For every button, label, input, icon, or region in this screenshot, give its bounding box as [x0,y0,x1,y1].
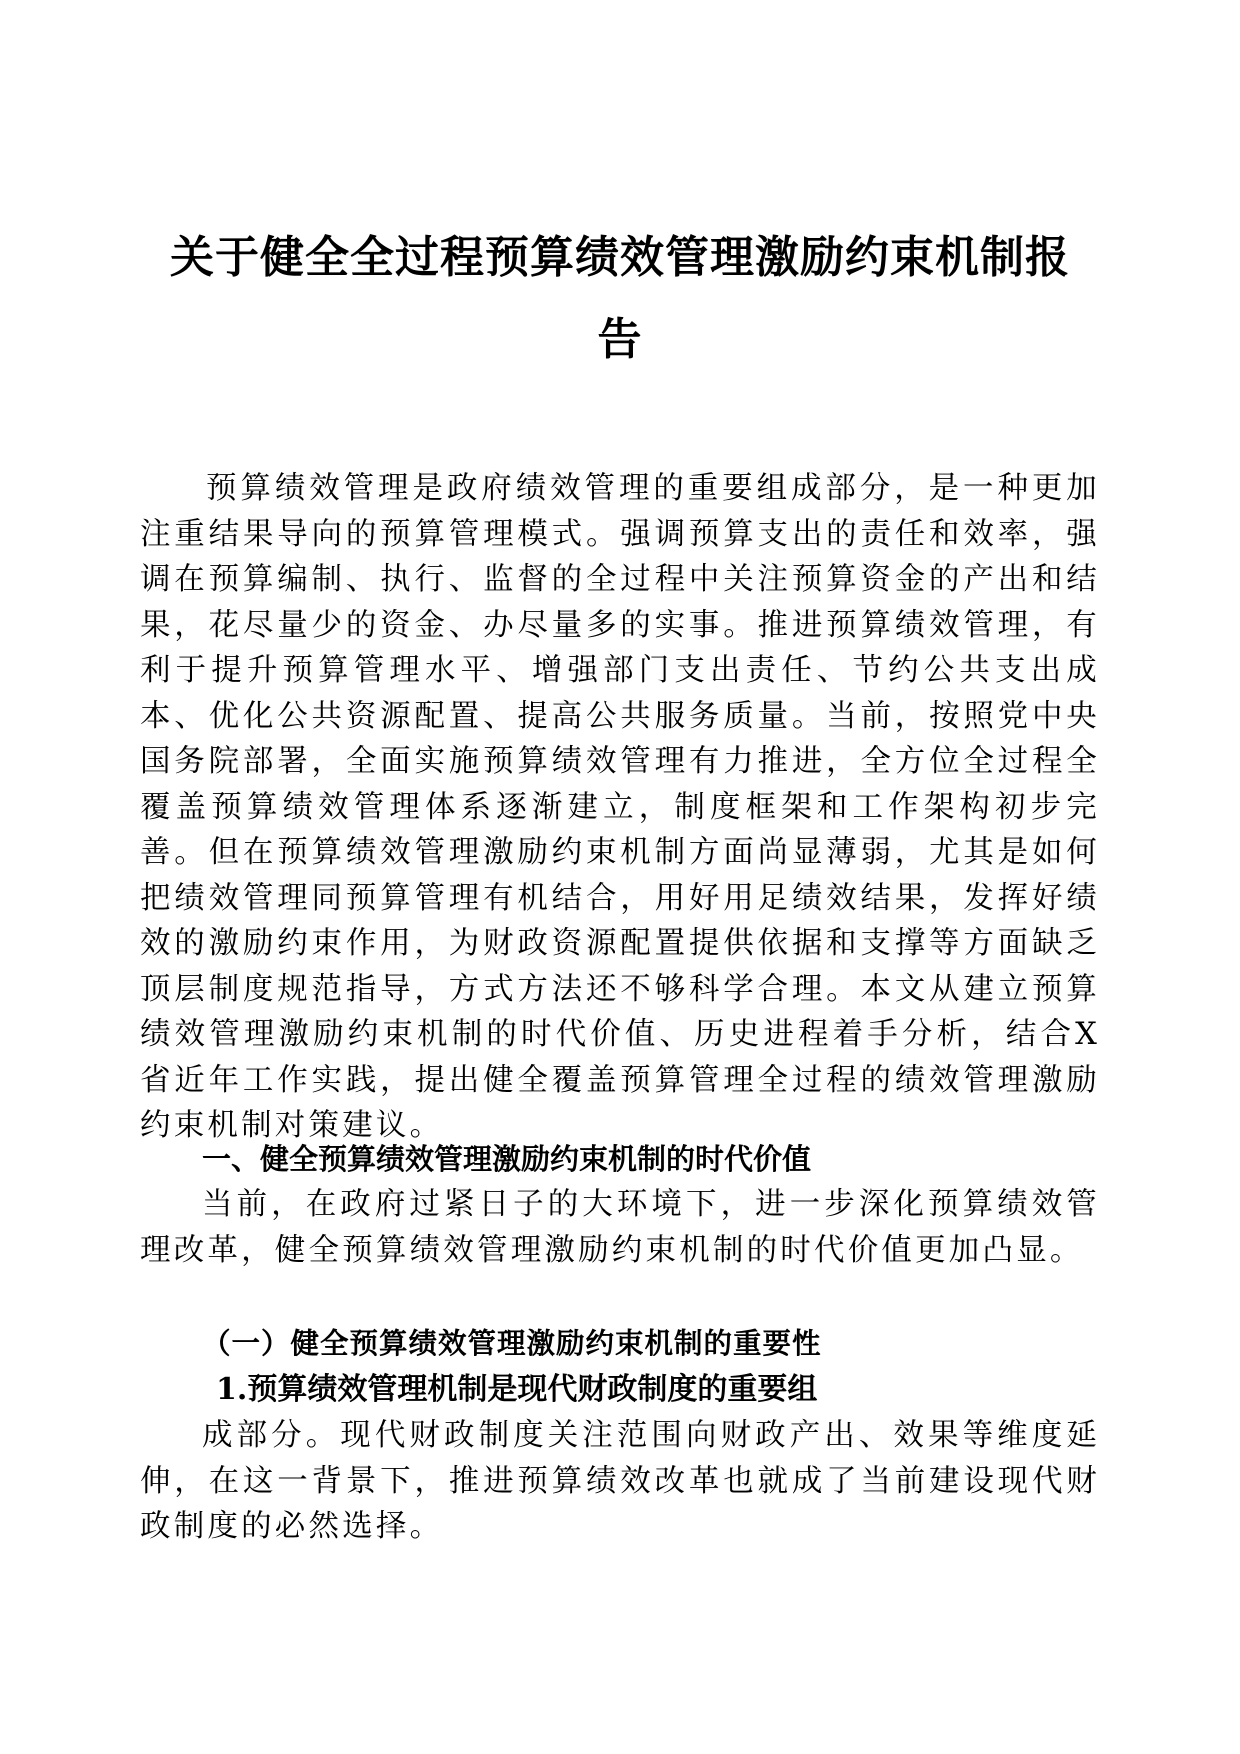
document-title-line-1: 关于健全全过程预算绩效管理激励约束机制报 [170,232,1070,283]
intro-paragraph: 预算绩效管理是政府绩效管理的重要组成部分，是一种更加注重结果导向的预算管理模式。强调预算支出的责任和效率，强调在预算编制、执行、监督的全过程中关注预算资金的产出和结果，花尽量少的资金、办尽量多的实事。推进预算绩效管理，有利于提升预算管理水平、增强部门支出责任、节约公共支出成本、优化公共资源配置、提高公共服务质量。当前，按照党中央国务院部署，全面实施预算绩效管理有力推进，全方位全过程全覆盖预算绩效管理体系逐渐建立，制度框架和工作架构初步完善。但在预算绩效管理激励约束机制方面尚显薄弱，尤其是如何把绩效管理同预算管理有机结合，用好用足绩效结果，发挥好绩效的激励约束作用，为财政资源配置提供依据和支撑等方面缺乏顶层制度规范指导，方式方法还不够科学合理。本文从建立预算绩效管理激励约束机制的时代价值、历史进程着手分析，结合X省近年工作实践，提出健全覆盖预算管理全过程的绩效管理激励约束机制对策建议。 [140,471,1100,1143]
point-heading-1: 1.预算绩效管理机制是现代财政制度的重要组 [216,1372,818,1407]
subsection-heading-1: （一）健全预算绩效管理激励约束机制的重要性 [202,1326,822,1360]
point-1-paragraph: 成部分。现代财政制度关注范围向财政产出、效果等维度延伸，在这一背景下，推进预算绩效改革也就成了当前建设现代财政制度的必然选择。 [140,1418,1100,1544]
section-heading-1: 一、健全预算绩效管理激励约束机制的时代价值 [202,1142,812,1176]
document-title-line-2: 告 [597,314,643,365]
section-1-paragraph: 当前，在政府过紧日子的大环境下，进一步深化预算绩效管理改革，健全预算绩效管理激励约束机制的时代价值更加凸显。 [140,1187,1100,1268]
